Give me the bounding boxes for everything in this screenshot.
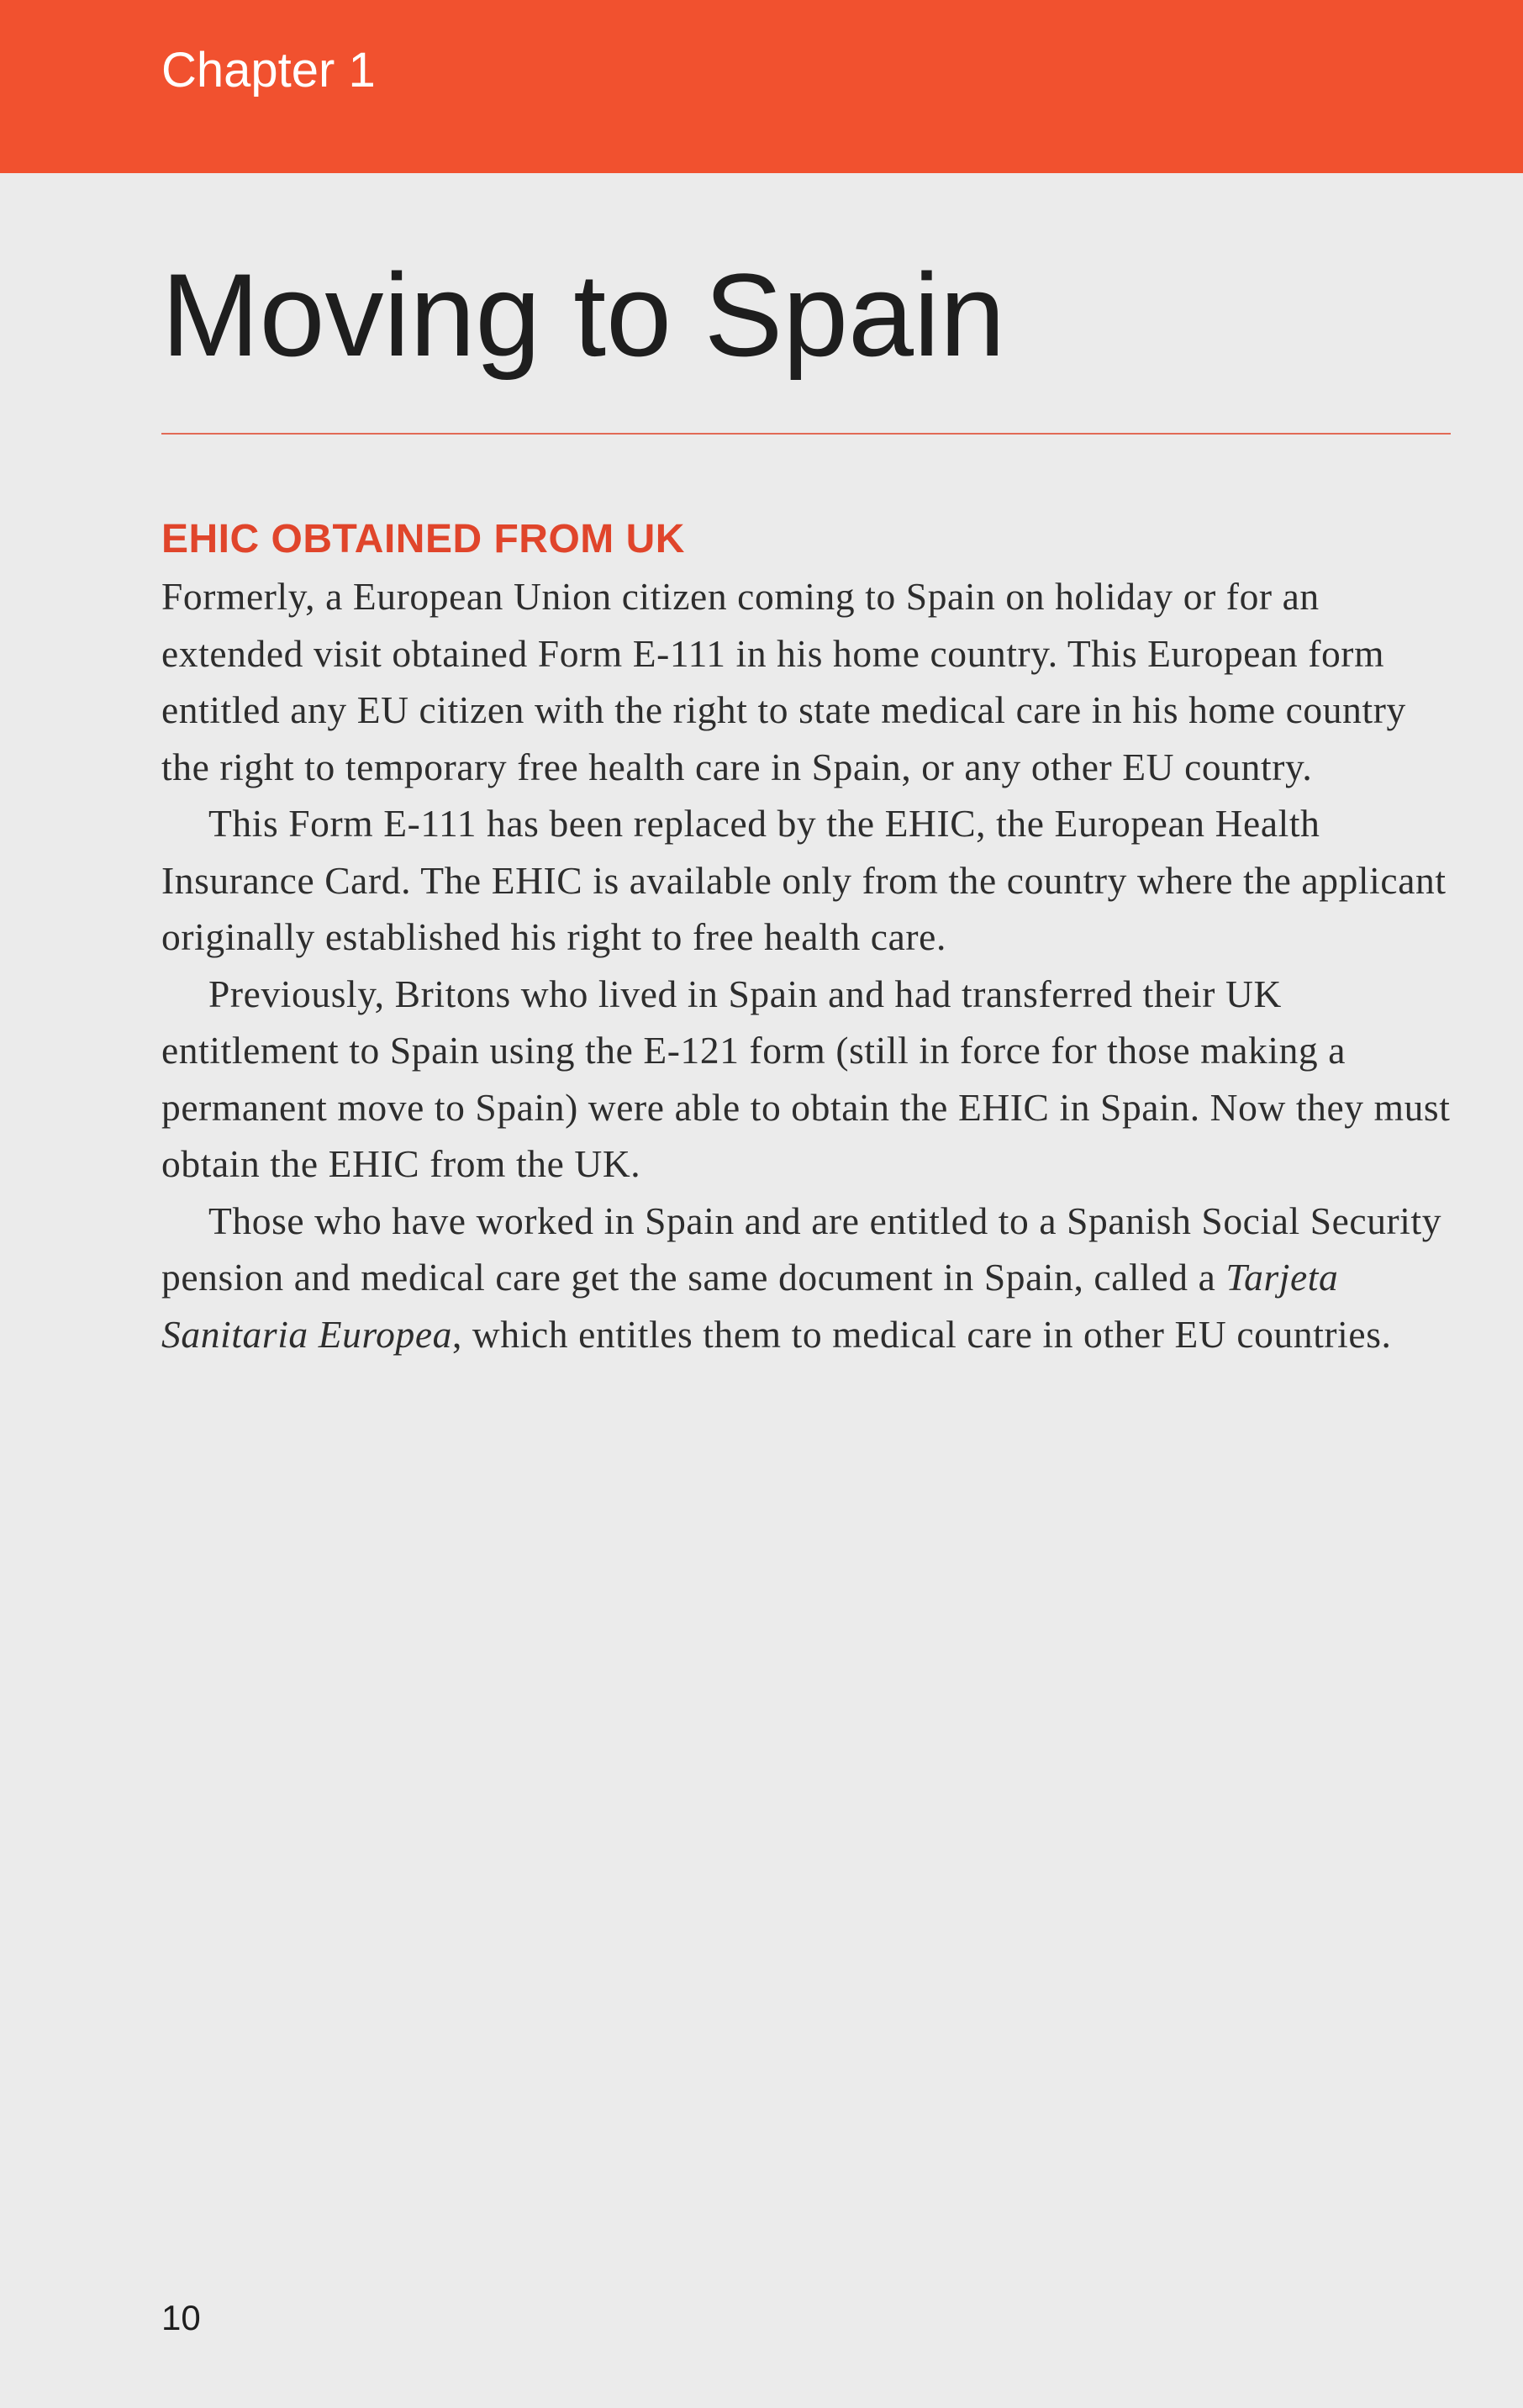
paragraph-4-text-start: Those who have worked in Spain and are entitled to a Spanish Social Security pension and medical care get the same document in Spain, called a [161, 1199, 1442, 1299]
page-title: Moving to Spain [161, 249, 1005, 381]
section-body [161, 511, 1464, 1362]
chapter-label: Chapter 1 [161, 43, 376, 97]
paragraph-3: Previously, Britons who lived in Spain and had transferred their UK entitlement to Spain using the E-121 form (still in force for those making a permanent move to Spain) were able to obtain the EHIC in Spain. Now they must obtain the EHIC from the UK. [161, 972, 1451, 1185]
paragraph-1: Formerly, a European Union citizen coming to Spain on holiday or for an extended visit obtained Form E-111 in his home country. This European form entitled any EU citizen with the right to state medical care in his home country the right to temporary free health care in Spain, or any other EU country. [161, 575, 1406, 788]
paragraph-2: This Form E-111 has been replaced by the EHIC, the European Health Insurance Card. The EHIC is available only from the country where the applicant originally established his right to free health care. [161, 802, 1447, 958]
section-heading: EHIC OBTAINED FROM UK [161, 517, 685, 561]
paragraph-4-text-end: , which entitles them to medical care in other EU countries. [451, 1312, 1392, 1356]
chapter-header-band [0, 0, 1523, 173]
title-divider [161, 433, 1451, 435]
paragraph-4 [161, 1193, 1464, 1363]
italic-term: Tarjeta Sanitaria Europea [161, 1256, 1339, 1356]
page-number: 10 [161, 2298, 201, 2337]
